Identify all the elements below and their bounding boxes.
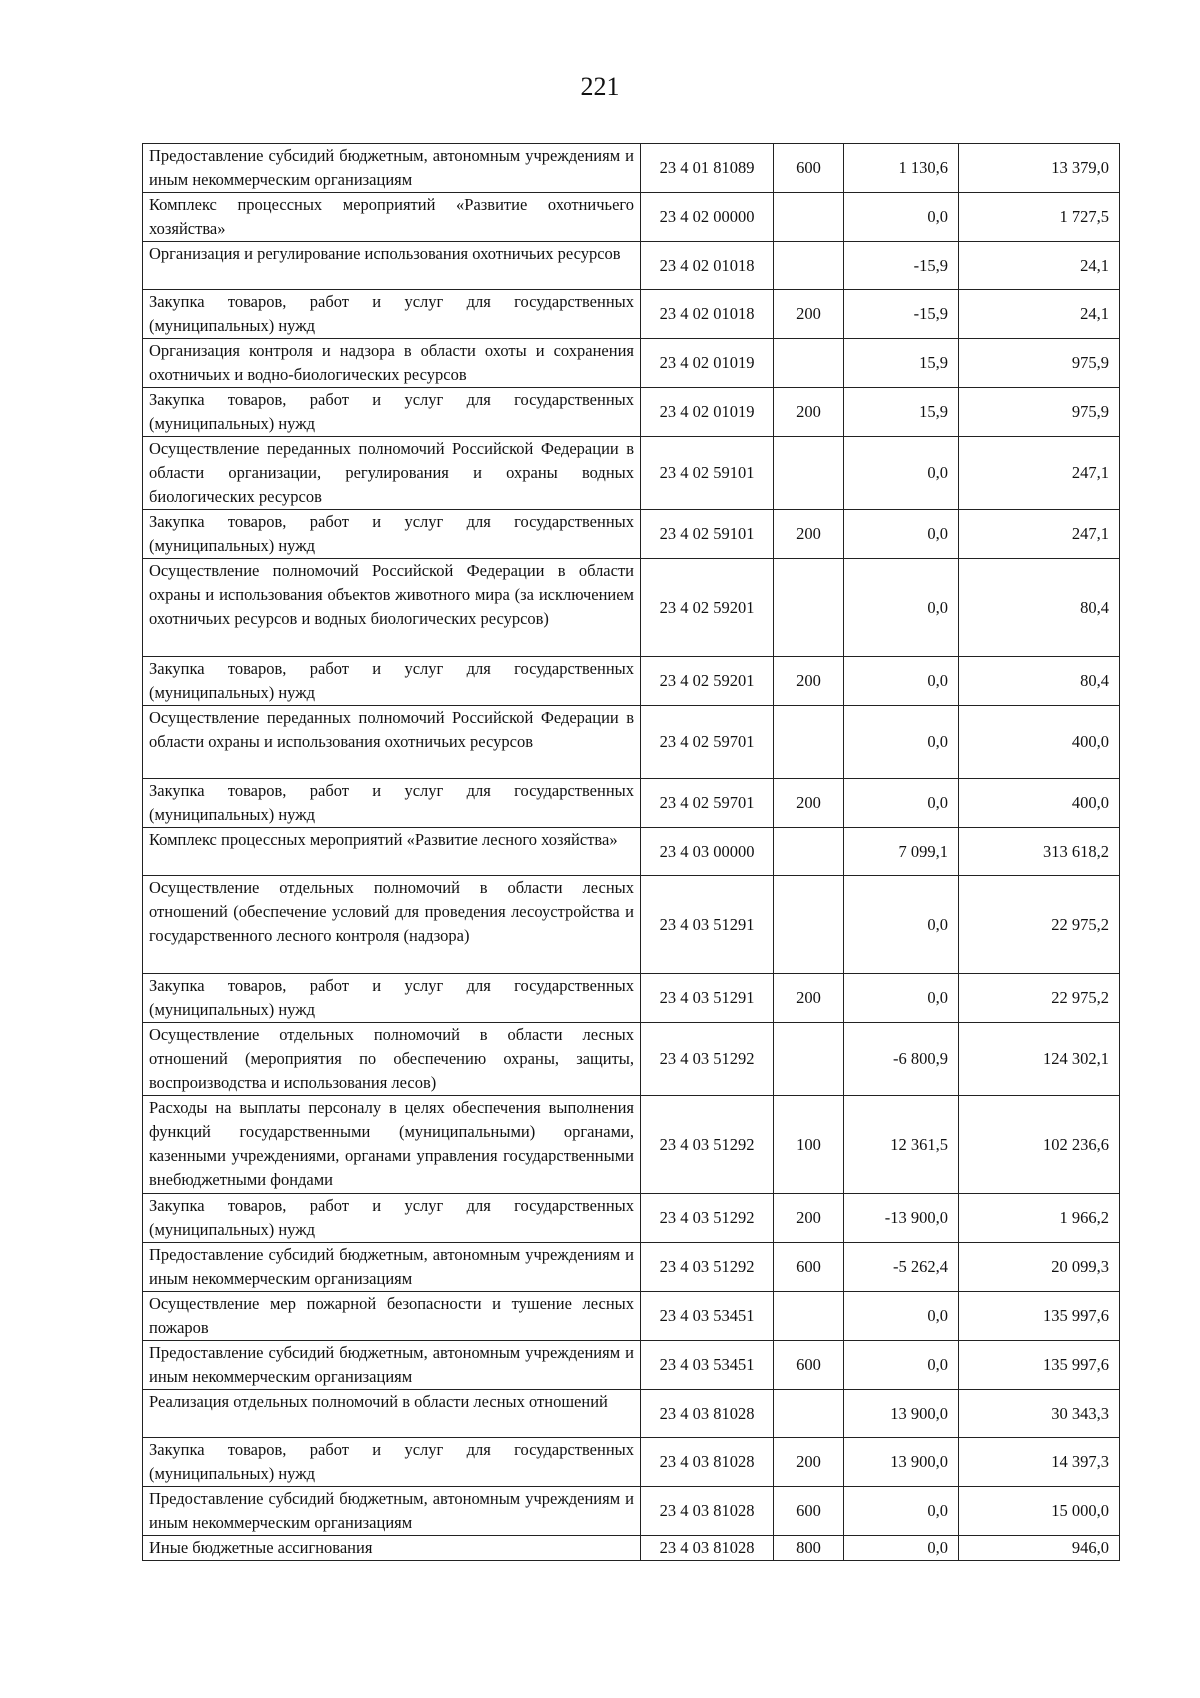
row-target-code: 23 4 03 81028 [641, 1536, 774, 1561]
row-expense-type: 200 [774, 1194, 844, 1243]
page-number: 221 [580, 72, 620, 101]
row-description: Осуществление переданных полномочий Российской Федерации в области организации, регулирования и охраны водных биологических ресурсов [143, 437, 641, 510]
budget-table [142, 143, 1120, 1561]
row-target-code: 23 4 03 81028 [641, 1438, 774, 1487]
row-total-amount: 247,1 [959, 510, 1120, 559]
row-change-amount: 15,9 [844, 339, 959, 388]
row-total-amount: 20 099,3 [959, 1243, 1120, 1292]
row-target-code: 23 4 03 51292 [641, 1096, 774, 1194]
table-row [143, 242, 1120, 290]
row-expense-type: 200 [774, 388, 844, 437]
row-description: Закупка товаров, работ и услуг для государственных (муниципальных) нужд [143, 388, 641, 437]
row-total-amount: 80,4 [959, 559, 1120, 657]
row-target-code: 23 4 03 51292 [641, 1023, 774, 1096]
row-total-amount: 975,9 [959, 388, 1120, 437]
row-target-code: 23 4 02 59201 [641, 657, 774, 706]
table-row [143, 388, 1120, 437]
row-total-amount: 30 343,3 [959, 1390, 1120, 1438]
row-target-code: 23 4 03 51291 [641, 974, 774, 1023]
table-row [143, 144, 1120, 193]
row-total-amount: 80,4 [959, 657, 1120, 706]
row-target-code: 23 4 02 01019 [641, 339, 774, 388]
row-total-amount: 1 966,2 [959, 1194, 1120, 1243]
table-row [143, 706, 1120, 779]
row-change-amount: 0,0 [844, 1341, 959, 1390]
row-expense-type [774, 1023, 844, 1096]
table-row [143, 559, 1120, 657]
row-expense-type: 200 [774, 779, 844, 828]
row-total-amount: 400,0 [959, 779, 1120, 828]
table-row [143, 290, 1120, 339]
table-row [143, 876, 1120, 974]
row-description: Осуществление отдельных полномочий в области лесных отношений (обеспечение условий для проведения лесоустройства и государственного лесного контроля (надзора) [143, 876, 641, 974]
row-description: Организация и регулирование использования охотничьих ресурсов [143, 242, 641, 290]
row-target-code: 23 4 02 59701 [641, 779, 774, 828]
row-target-code: 23 4 02 00000 [641, 193, 774, 242]
row-total-amount: 247,1 [959, 437, 1120, 510]
row-description: Осуществление переданных полномочий Российской Федерации в области охраны и использования охотничьих ресурсов [143, 706, 641, 779]
row-target-code: 23 4 03 51292 [641, 1194, 774, 1243]
row-description: Организация контроля и надзора в области охоты и сохранения охотничьих и водно-биологических ресурсов [143, 339, 641, 388]
row-total-amount: 24,1 [959, 290, 1120, 339]
row-expense-type [774, 828, 844, 876]
row-expense-type [774, 242, 844, 290]
row-expense-type: 200 [774, 290, 844, 339]
row-total-amount: 1 727,5 [959, 193, 1120, 242]
row-expense-type: 600 [774, 1243, 844, 1292]
table-row [143, 1536, 1120, 1561]
row-expense-type: 100 [774, 1096, 844, 1194]
row-change-amount: -13 900,0 [844, 1194, 959, 1243]
row-expense-type: 600 [774, 1487, 844, 1536]
row-description: Закупка товаров, работ и услуг для государственных (муниципальных) нужд [143, 1194, 641, 1243]
row-description: Расходы на выплаты персоналу в целях обеспечения выполнения функций государственными (муниципальными) органами, казенными учреждениями, органами управления государственными внебюджетными фондами [143, 1096, 641, 1194]
row-expense-type [774, 706, 844, 779]
row-change-amount: -5 262,4 [844, 1243, 959, 1292]
row-total-amount: 22 975,2 [959, 876, 1120, 974]
row-target-code: 23 4 02 01019 [641, 388, 774, 437]
row-change-amount: 0,0 [844, 437, 959, 510]
row-change-amount: 0,0 [844, 706, 959, 779]
row-description: Осуществление отдельных полномочий в области лесных отношений (мероприятия по обеспечению охраны, защиты, воспроизводства и использования лесов) [143, 1023, 641, 1096]
row-total-amount: 14 397,3 [959, 1438, 1120, 1487]
row-description: Предоставление субсидий бюджетным, автономным учреждениям и иным некоммерческим организациям [143, 1341, 641, 1390]
table-row [143, 1243, 1120, 1292]
row-change-amount: 13 900,0 [844, 1390, 959, 1438]
row-change-amount: 1 130,6 [844, 144, 959, 193]
row-expense-type [774, 339, 844, 388]
row-total-amount: 975,9 [959, 339, 1120, 388]
row-description: Закупка товаров, работ и услуг для государственных (муниципальных) нужд [143, 779, 641, 828]
table-row [143, 510, 1120, 559]
row-expense-type [774, 876, 844, 974]
table-body [143, 144, 1120, 1561]
row-change-amount: 13 900,0 [844, 1438, 959, 1487]
row-total-amount: 400,0 [959, 706, 1120, 779]
table-row [143, 1292, 1120, 1341]
row-expense-type: 800 [774, 1536, 844, 1561]
row-change-amount: 0,0 [844, 193, 959, 242]
row-target-code: 23 4 02 59201 [641, 559, 774, 657]
row-expense-type: 200 [774, 657, 844, 706]
row-total-amount: 946,0 [959, 1536, 1120, 1561]
row-target-code: 23 4 01 81089 [641, 144, 774, 193]
row-change-amount: 0,0 [844, 657, 959, 706]
row-target-code: 23 4 03 81028 [641, 1487, 774, 1536]
row-change-amount: 0,0 [844, 779, 959, 828]
row-target-code: 23 4 03 00000 [641, 828, 774, 876]
row-change-amount: -15,9 [844, 242, 959, 290]
row-description: Закупка товаров, работ и услуг для государственных (муниципальных) нужд [143, 1438, 641, 1487]
row-expense-type: 200 [774, 1438, 844, 1487]
row-total-amount: 135 997,6 [959, 1341, 1120, 1390]
table-row [143, 437, 1120, 510]
table-row [143, 1023, 1120, 1096]
row-target-code: 23 4 02 59701 [641, 706, 774, 779]
table-row [143, 1194, 1120, 1243]
row-expense-type: 200 [774, 974, 844, 1023]
row-expense-type: 600 [774, 1341, 844, 1390]
row-description: Закупка товаров, работ и услуг для государственных (муниципальных) нужд [143, 657, 641, 706]
row-change-amount: 12 361,5 [844, 1096, 959, 1194]
row-target-code: 23 4 03 53451 [641, 1292, 774, 1341]
row-target-code: 23 4 02 59101 [641, 510, 774, 559]
row-description: Осуществление мер пожарной безопасности и тушение лесных пожаров [143, 1292, 641, 1341]
row-change-amount: -6 800,9 [844, 1023, 959, 1096]
row-total-amount: 15 000,0 [959, 1487, 1120, 1536]
row-change-amount: 0,0 [844, 1487, 959, 1536]
row-description: Предоставление субсидий бюджетным, автономным учреждениям и иным некоммерческим организациям [143, 144, 641, 193]
table-row [143, 1341, 1120, 1390]
row-target-code: 23 4 03 51292 [641, 1243, 774, 1292]
row-change-amount: 0,0 [844, 559, 959, 657]
row-total-amount: 102 236,6 [959, 1096, 1120, 1194]
table-row [143, 193, 1120, 242]
row-description: Осуществление полномочий Российской Федерации в области охраны и использования объектов животного мира (за исключением охотничьих ресурсов и водных биологических ресурсов) [143, 559, 641, 657]
row-expense-type [774, 193, 844, 242]
row-target-code: 23 4 03 53451 [641, 1341, 774, 1390]
row-description: Комплекс процессных мероприятий «Развитие лесного хозяйства» [143, 828, 641, 876]
row-expense-type [774, 1292, 844, 1341]
table-row [143, 1390, 1120, 1438]
table-row [143, 974, 1120, 1023]
row-total-amount: 22 975,2 [959, 974, 1120, 1023]
row-change-amount: 15,9 [844, 388, 959, 437]
row-expense-type [774, 1390, 844, 1438]
row-total-amount: 124 302,1 [959, 1023, 1120, 1096]
row-target-code: 23 4 02 01018 [641, 290, 774, 339]
row-change-amount: 0,0 [844, 1536, 959, 1561]
table-row [143, 1438, 1120, 1487]
row-change-amount: -15,9 [844, 290, 959, 339]
table-row [143, 657, 1120, 706]
row-target-code: 23 4 03 51291 [641, 876, 774, 974]
row-expense-type [774, 559, 844, 657]
row-description: Предоставление субсидий бюджетным, автономным учреждениям и иным некоммерческим организациям [143, 1243, 641, 1292]
row-expense-type: 200 [774, 510, 844, 559]
row-total-amount: 13 379,0 [959, 144, 1120, 193]
row-total-amount: 135 997,6 [959, 1292, 1120, 1341]
row-change-amount: 7 099,1 [844, 828, 959, 876]
row-expense-type [774, 437, 844, 510]
table-row [143, 828, 1120, 876]
row-total-amount: 313 618,2 [959, 828, 1120, 876]
row-change-amount: 0,0 [844, 510, 959, 559]
row-target-code: 23 4 02 01018 [641, 242, 774, 290]
row-change-amount: 0,0 [844, 1292, 959, 1341]
row-description: Иные бюджетные ассигнования [143, 1536, 641, 1561]
row-description: Закупка товаров, работ и услуг для государственных (муниципальных) нужд [143, 974, 641, 1023]
row-description: Реализация отдельных полномочий в области лесных отношений [143, 1390, 641, 1438]
table-row [143, 339, 1120, 388]
row-change-amount: 0,0 [844, 876, 959, 974]
row-target-code: 23 4 02 59101 [641, 437, 774, 510]
row-description: Предоставление субсидий бюджетным, автономным учреждениям и иным некоммерческим организациям [143, 1487, 641, 1536]
row-expense-type: 600 [774, 144, 844, 193]
table-row [143, 1487, 1120, 1536]
table-row [143, 779, 1120, 828]
row-description: Закупка товаров, работ и услуг для государственных (муниципальных) нужд [143, 510, 641, 559]
row-total-amount: 24,1 [959, 242, 1120, 290]
row-change-amount: 0,0 [844, 974, 959, 1023]
row-description: Комплекс процессных мероприятий «Развитие охотничьего хозяйства» [143, 193, 641, 242]
row-target-code: 23 4 03 81028 [641, 1390, 774, 1438]
table-row [143, 1096, 1120, 1194]
row-description: Закупка товаров, работ и услуг для государственных (муниципальных) нужд [143, 290, 641, 339]
